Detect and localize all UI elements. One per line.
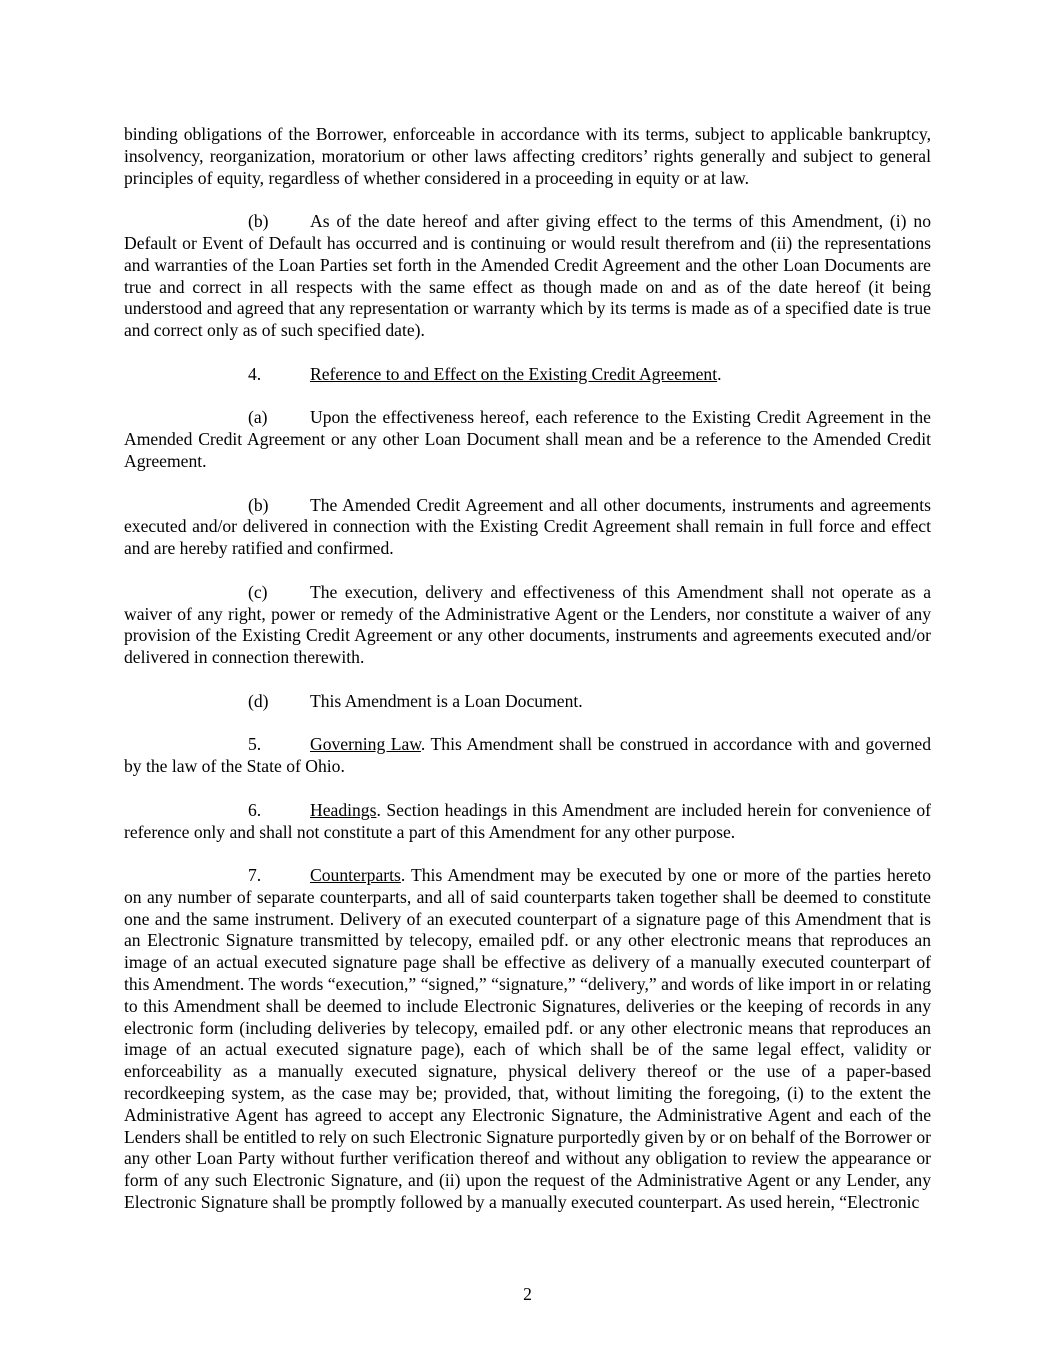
paragraph-number: (a) <box>248 407 268 428</box>
paragraph-4c <box>124 582 931 669</box>
section-text: . This Amendment shall be construed in accordance with and governed by the law of the State of Ohio. <box>124 734 931 777</box>
section-5-governing-law <box>124 734 931 778</box>
section-number: 5. <box>248 734 262 755</box>
paragraph-text: The execution, delivery and effectiveness of this Amendment shall not operate as a waiver of any right, power or remedy of the Administrative Agent or the Lenders, nor constitute a waiver of any provision of the Existing Credit Agreement or any other documents, instruments and agreements executed and/or delivered in connection therewith. <box>124 581 931 668</box>
paragraph-4b <box>124 495 931 560</box>
section-4-heading <box>124 364 931 386</box>
section-number: 7. <box>248 865 262 886</box>
paragraph-text: As of the date hereof and after giving effect to the terms of this Amendment, (i) no Default or Event of Default has occurred and is continuing or would result therefrom and (ii) the representations and warranties of the Loan Parties set forth in the Amended Credit Agreement and the other Loan Documents are true and correct in all respects with the same effect as though made on and as of the date hereof (it being understood and agreed that any representation or warranty which by its terms is made as of a specified date is true and correct only as of such specified date). <box>124 211 931 341</box>
section-number: 6. <box>248 799 262 820</box>
paragraph-text: This Amendment is a Loan Document. <box>310 690 583 711</box>
paragraph-number: (d) <box>248 690 269 711</box>
page-number: 2 <box>523 1284 532 1304</box>
section-title: Headings <box>310 799 377 820</box>
paragraph-4a <box>124 407 931 472</box>
section-title: Governing Law <box>310 734 421 755</box>
section-title: Reference to and Effect on the Existing Credit Agreement <box>310 363 718 384</box>
paragraph-text: The Amended Credit Agreement and all other documents, instruments and agreements executed and/or delivered in connection with the Existing Credit Agreement shall remain in full force and effect and are hereby ratified and confirmed. <box>124 494 931 559</box>
section-text: . This Amendment may be executed by one or more of the parties hereto on any number of separate counterparts, and all of said counterparts taken together shall be deemed to constitute one and the same instrument. Delivery of an executed counterpart of a signature page of this Amendment that is an Electronic Signature transmitted by telecopy, emailed pdf. or any other electronic means that reproduces an image of an actual executed signature page shall be effective as delivery of a manually executed counterpart of this Amendment. The words “execution,” “signed,” “signature,” “delivery,” and words of like import in or relating to this Amendment shall be deemed to include Electronic Signatures, deliveries or the keeping of records in any electronic form (including deliveries by telecopy, emailed pdf. or any other electronic means that reproduces an image of an actual executed signature page), each of which shall be of the same legal effect, validity or enforceability as a manually executed signature, physical delivery thereof or the use of a paper-based recordkeeping system, as the case may be; provided, that, without limiting the foregoing, (i) to the extent the Administrative Agent has agreed to accept any Electronic Signature, the Administrative Agent and each of the Lenders shall be entitled to rely on such Electronic Signature purportedly given by or on behalf of the Borrower or any other Loan Party without further verification thereof and without any obligation to review the appearance or form of any such Electronic Signature, and (ii) upon the request of the Administrative Agent or any Lender, any Electronic Signature shall be promptly followed by a manually executed counterpart. As used herein, “Electronic <box>124 865 931 1213</box>
paragraph-4d <box>124 691 931 713</box>
section-number: 4. <box>248 363 262 384</box>
paragraph-3b <box>124 211 931 342</box>
document-page <box>124 124 931 1236</box>
paragraph-continuation: binding obligations of the Borrower, enforceable in accordance with its terms, subject to applicable bankruptcy, insolvency, reorganization, moratorium or other laws affecting creditors’ rights generally and subject to general principles of equity, regardless of whether considered in a proceeding in equity or at law. <box>124 124 931 188</box>
paragraph-number: (b) <box>248 211 269 232</box>
paragraph-number: (c) <box>248 581 268 602</box>
section-title: Counterparts <box>310 865 401 886</box>
paragraph-number: (b) <box>248 494 269 515</box>
section-6-headings <box>124 800 931 844</box>
section-title-tail: . <box>717 363 722 384</box>
section-text: . Section headings in this Amendment are included herein for convenience of reference only and shall not constitute a part of this Amendment for any other purpose. <box>124 799 931 842</box>
section-7-counterparts <box>124 865 931 1214</box>
paragraph-text: Upon the effectiveness hereof, each reference to the Existing Credit Agreement in the Amended Credit Agreement or any other Loan Document shall mean and be a reference to the Amended Credit Agreement. <box>124 407 931 471</box>
